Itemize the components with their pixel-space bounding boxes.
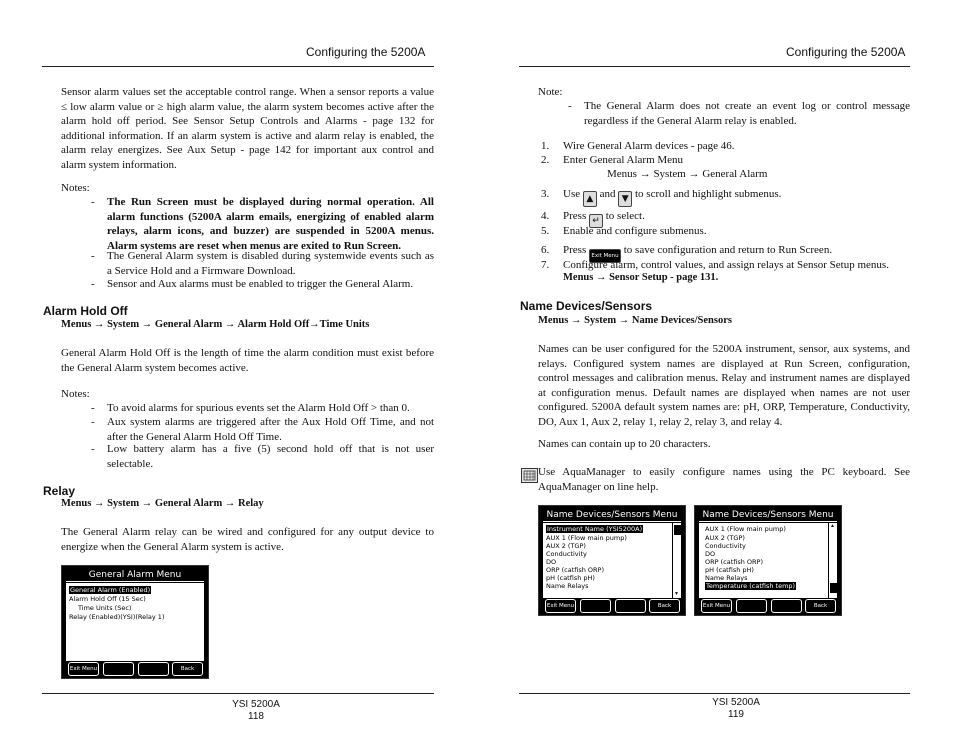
relay-text: The General Alarm relay can be wired and configured for any output device to energize when the General Alarm system is active. xyxy=(61,526,434,553)
step-4 xyxy=(541,209,645,226)
screen1-line-1: Instrument Name (YSI5200A) xyxy=(547,525,643,533)
hold-off-note-3-text: Low battery alarm has a five (5) second hold off that is not user selectable. xyxy=(107,443,434,470)
step-5-num: 5. xyxy=(541,225,550,237)
hold-off-note-1-text: To avoid alarms for spurious events set the Alarm Hold Off > than 0. xyxy=(107,402,410,414)
right-footer xyxy=(694,697,778,721)
screen-body xyxy=(66,583,204,661)
screen2-line-5: ORP (catfish ORP) xyxy=(705,558,764,566)
exit-menu-key-icon: Exit Menu xyxy=(589,249,621,263)
left-note-2-text: The General Alarm system is disabled during systemwide events such as a Service Hold and a Firmware Download. xyxy=(107,250,434,277)
left-note-1-text: The Run Screen must be displayed during normal operation. All alarm functions (5200A alarm emails, energizing of enabled alarm relays, alarm icons, and buzzer) are suspended in 5200A menus. Alarm systems are reset when menus are exited to Run Screen. xyxy=(107,196,434,252)
screen-title: General Alarm Menu xyxy=(66,569,204,582)
right-page-header: Configuring the 5200A xyxy=(786,45,906,59)
left-footer-rule xyxy=(42,693,434,694)
screen2-body xyxy=(699,523,837,598)
right-footer-page: 119 xyxy=(728,709,744,720)
screen2-line-7: Name Relays xyxy=(705,574,748,582)
name-devices-screen-1 xyxy=(538,505,686,616)
screen2-line-4: DO xyxy=(705,550,716,558)
name-devices-text: Names can be user configured for the 5200A instrument, sensor, aux systems, and relays. Configured system names are displayed at Run Screen, configuration, control messages and calibration menus. Relay and instrument names are displayed at configuration menus. Default names are displayed when names are not user configured. 5200A default system names are: pH, ORP, Temperature, Conductivity, DO, Aux 1, Aux 2, relay 1, relay 2, relay 3, and relay 4. xyxy=(538,343,910,428)
screen-blank-button-1 xyxy=(103,662,134,676)
screen2-back-button: Back xyxy=(805,599,836,613)
step-6-text-before: Press xyxy=(563,244,587,256)
step-1-num: 1. xyxy=(541,140,550,152)
screen1-scrollbar: ▼ xyxy=(672,523,681,598)
screen1-blank-button-2 xyxy=(615,599,646,613)
relay-path: Menus → System → General Alarm → Relay xyxy=(61,498,264,509)
name-devices-screen-2 xyxy=(694,505,842,616)
step-3-num: 3. xyxy=(541,188,550,200)
right-footer-model: YSI 5200A xyxy=(712,697,760,708)
screen2-line-3: Conductivity xyxy=(705,542,746,550)
screen-line-1: General Alarm (Enabled) xyxy=(70,586,151,594)
right-header-rule xyxy=(519,66,910,67)
up-arrow-key-icon: ▲ xyxy=(583,191,597,207)
left-intro-paragraph: Sensor alarm values set the acceptable control range. When a sensor reports a value ≤ low alarm value or ≥ high alarm value, the alarm system becomes active after the alarm hold off period. See Sensor Setup Controls and Alarms - page 132 for additional information. If an alarm system is active and alarm relay is enabled, the alarm relay energizes. See Aux Setup - page 142 for important aux control and alarm system information. xyxy=(61,86,434,171)
step-4-text-after: to select. xyxy=(605,210,645,222)
screen1-title: Name Devices/Sensors Menu xyxy=(543,509,681,522)
left-footer xyxy=(214,699,298,723)
relay-heading: Relay xyxy=(43,484,76,498)
screen1-line-3: AUX 2 (TGP) xyxy=(546,542,586,550)
step-6 xyxy=(541,243,833,259)
step-1-text: Wire General Alarm devices - page 46. xyxy=(563,140,735,152)
step-3-text-mid: and xyxy=(599,188,616,200)
screen1-body xyxy=(543,523,681,598)
enter-key-icon: ↵ xyxy=(589,214,603,228)
step-6-text-after: to save configuration and return to Run Screen. xyxy=(623,244,833,256)
screen2-scrollbar: ▲ xyxy=(828,523,837,598)
left-page-header: Configuring the 5200A xyxy=(306,45,426,59)
screen-blank-button-2 xyxy=(138,662,169,676)
step-7-num: 7. xyxy=(541,259,550,271)
step-3 xyxy=(541,187,782,204)
step-2 xyxy=(541,153,684,168)
left-note-3-text: Sensor and Aux alarms must be enabled to trigger the General Alarm. xyxy=(107,278,414,290)
step-7-text: Configure alarm, control values, and assign relays at Sensor Setup menus. xyxy=(563,259,889,271)
right-note-text: The General Alarm does not create an event log or control message regardless if the General Alarm relay is enabled. xyxy=(584,100,910,127)
step-2-text: Enter General Alarm Menu xyxy=(563,154,684,166)
left-header-rule xyxy=(42,66,434,67)
alarm-hold-off-heading: Alarm Hold Off xyxy=(43,304,128,318)
screen-line-3: Time Units (Sec) xyxy=(78,604,132,612)
screen-line-4: Relay (Enabled)(YSI)(Relay 1) xyxy=(69,613,165,621)
step-4-text-before: Press xyxy=(563,210,587,222)
general-alarm-menu-screen xyxy=(61,565,209,679)
screen1-line-7: pH (catfish pH) xyxy=(546,574,595,582)
step-3-text-before: Use xyxy=(563,188,581,200)
step-3-text-after: to scroll and highlight submenus. xyxy=(635,188,782,200)
screen1-blank-button-1 xyxy=(580,599,611,613)
screen1-exit-button: Exit Menu xyxy=(545,599,576,613)
screen1-line-2: AUX 1 (Flow main pump) xyxy=(546,534,627,542)
alarm-hold-off-notes-label: Notes: xyxy=(61,388,90,400)
screen-exit-button: Exit Menu xyxy=(68,662,99,676)
name-devices-path: Menus → System → Name Devices/Sensors xyxy=(538,315,732,326)
step-2-path: Menus → System → General Alarm xyxy=(607,168,768,180)
screen1-line-8: Name Relays xyxy=(546,582,589,590)
screen1-line-6: ORP (catfish ORP) xyxy=(546,566,605,574)
screen1-back-button: Back xyxy=(649,599,680,613)
step-5-text: Enable and configure submenus. xyxy=(563,225,707,237)
screen2-line-1: AUX 1 (Flow main pump) xyxy=(705,525,786,533)
right-note-label: Note: xyxy=(538,86,563,98)
step-7-path: Menus → Sensor Setup - page 131. xyxy=(563,272,719,283)
left-notes-label: Notes: xyxy=(61,182,90,194)
step-4-num: 4. xyxy=(541,210,550,222)
step-2-num: 2. xyxy=(541,154,550,166)
screen2-blank-button-2 xyxy=(771,599,802,613)
screen2-line-6: pH (catfish pH) xyxy=(705,566,754,574)
alarm-hold-off-path: Menus → System → General Alarm → Alarm Hold Off→Time Units xyxy=(61,319,370,330)
hold-off-note-2-text: Aux system alarms are triggered after the Aux Hold Off Time, and not after the General Alarm Hold Off Time. xyxy=(107,416,434,443)
step-5 xyxy=(541,224,707,239)
screen2-blank-button-1 xyxy=(736,599,767,613)
screen2-title: Name Devices/Sensors Menu xyxy=(699,509,837,522)
step-6-num: 6. xyxy=(541,244,550,256)
screen2-line-2: AUX 2 (TGP) xyxy=(705,534,745,542)
screen-line-2: Alarm Hold Off (15 Sec) xyxy=(69,595,146,603)
down-arrow-key-icon: ▼ xyxy=(618,191,632,207)
left-footer-page: 118 xyxy=(248,711,264,722)
pc-keyboard-icon xyxy=(521,468,538,483)
screen1-line-4: Conductivity xyxy=(546,550,587,558)
step-7 xyxy=(541,258,889,273)
name-devices-heading: Name Devices/Sensors xyxy=(520,299,653,313)
screen2-line-8: Temperature (catfish temp) xyxy=(706,582,796,590)
screen1-line-5: DO xyxy=(546,558,557,566)
screen-back-button: Back xyxy=(172,662,203,676)
right-footer-rule xyxy=(519,693,910,694)
step-1 xyxy=(541,139,735,154)
name-devices-text2: Names can contain up to 20 characters. xyxy=(538,438,711,450)
left-footer-model: YSI 5200A xyxy=(232,699,280,710)
aquamanager-tip: Use AquaManager to easily configure names using the PC keyboard. See AquaManager on line help. xyxy=(538,466,910,493)
screen2-exit-button: Exit Menu xyxy=(701,599,732,613)
alarm-hold-off-text: General Alarm Hold Off is the length of time the alarm condition must exist before the General Alarm system becomes active. xyxy=(61,347,434,374)
